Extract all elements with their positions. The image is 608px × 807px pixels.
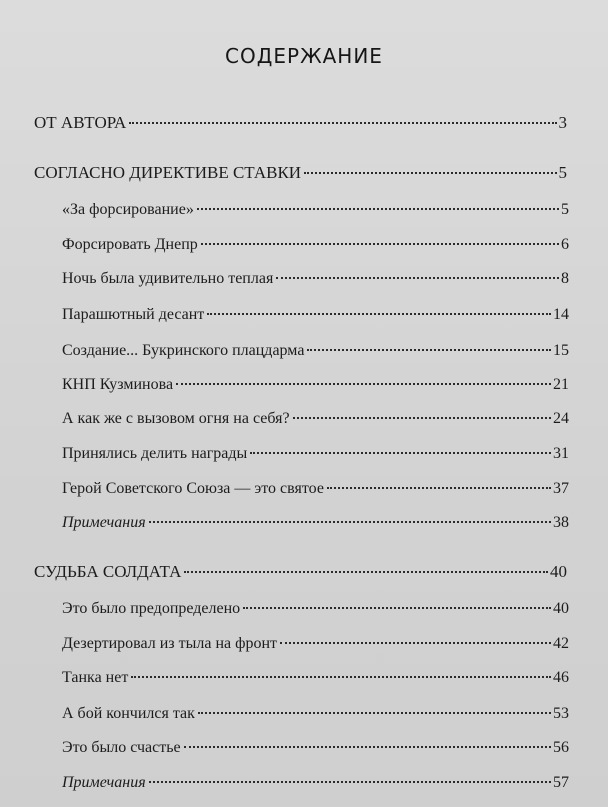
toc-entry[interactable] (34, 560, 567, 584)
toc-entry-page: 53 (553, 705, 569, 722)
dot-leader (243, 607, 551, 609)
dot-leader (201, 243, 559, 245)
dot-leader (149, 781, 551, 783)
toc-entry-title: Герой Советского Союза — это святое (62, 480, 324, 497)
toc-entry[interactable] (62, 511, 569, 535)
toc-entry-title: Примечания (62, 514, 146, 531)
toc-entry[interactable] (62, 597, 569, 621)
toc-entry[interactable] (62, 407, 569, 431)
toc-entry[interactable] (62, 303, 569, 327)
dot-leader (207, 313, 551, 315)
toc-entry[interactable] (62, 771, 569, 795)
dot-leader (250, 452, 551, 454)
dot-leader (184, 571, 548, 573)
toc-entry-title: ОТ АВТОРА (34, 113, 127, 132)
toc-entry[interactable] (62, 666, 569, 690)
toc-entry[interactable] (62, 477, 569, 501)
toc-entry-title: СОГЛАСНО ДИРЕКТИВЕ СТАВКИ (34, 163, 302, 182)
dot-leader (129, 122, 556, 124)
toc-entry[interactable] (62, 736, 569, 760)
toc-entry[interactable] (62, 339, 569, 363)
toc-entry-title: Парашютный десант (62, 306, 205, 323)
toc-entry-page: 38 (553, 514, 569, 531)
toc-entry-title: Примечания (62, 774, 146, 791)
toc-entry-page: 56 (553, 739, 569, 756)
dot-leader (176, 383, 551, 385)
toc-entry-title: А бой кончился так (62, 705, 195, 722)
toc-entry-page: 46 (553, 669, 569, 686)
toc-entry-page: 40 (550, 562, 567, 581)
toc-entry-page: 24 (553, 410, 569, 427)
toc-entry[interactable] (62, 233, 569, 257)
toc-entry-page: 15 (553, 342, 569, 359)
dot-leader (131, 676, 551, 678)
toc-entry-title: КНП Кузминова (62, 376, 174, 393)
toc-entry[interactable] (34, 161, 567, 185)
toc-entry-title: Создание... Букринского плацдарма (62, 342, 305, 359)
toc-entry[interactable] (62, 198, 569, 222)
dot-leader (184, 746, 551, 748)
toc-entry-page: 42 (553, 635, 569, 652)
toc-entry[interactable] (62, 632, 569, 656)
toc-entry-page: 37 (553, 480, 569, 497)
page-title: СОДЕРЖАНИЕ (225, 44, 383, 68)
toc-entry[interactable] (34, 111, 567, 135)
toc-entry-page: 5 (561, 201, 569, 218)
toc-entry[interactable] (62, 442, 569, 466)
dot-leader (276, 277, 559, 279)
dot-leader (307, 349, 551, 351)
toc-entry[interactable] (62, 267, 569, 291)
dot-leader (197, 208, 559, 210)
toc-entry-page: 57 (553, 774, 569, 791)
toc-entry-page: 3 (558, 113, 567, 132)
dot-leader (149, 521, 551, 523)
toc-entry-title: Это было предопределено (62, 600, 241, 617)
toc-entry[interactable] (62, 702, 569, 726)
dot-leader (198, 712, 551, 714)
toc-entry-title: Ночь была удивительно теплая (62, 270, 274, 287)
toc-entry-title: Форсировать Днепр (62, 236, 198, 253)
toc-entry[interactable] (62, 373, 569, 397)
toc-entry-title: «За форсирование» (62, 201, 194, 218)
toc-entry-title: Танка нет (62, 669, 129, 686)
toc-entry-title: А как же с вызовом огня на себя? (62, 410, 290, 427)
toc-entry-page: 5 (558, 163, 567, 182)
dot-leader (280, 642, 551, 644)
toc-entry-page: 31 (553, 445, 569, 462)
toc-entry-page: 8 (561, 270, 569, 287)
toc-entry-title: Принялись делить награды (62, 445, 248, 462)
toc-entry-title: СУДЬБА СОЛДАТА (34, 562, 182, 581)
dot-leader (293, 417, 551, 419)
toc-entry-page: 6 (561, 236, 569, 253)
toc-entry-page: 40 (553, 600, 569, 617)
toc-entry-title: Это было счастье (62, 739, 181, 756)
toc-entry-title: Дезертировал из тыла на фронт (62, 635, 278, 652)
toc-entry-page: 14 (553, 306, 569, 323)
dot-leader (327, 487, 551, 489)
toc-entry-page: 21 (553, 376, 569, 393)
dot-leader (304, 172, 556, 174)
